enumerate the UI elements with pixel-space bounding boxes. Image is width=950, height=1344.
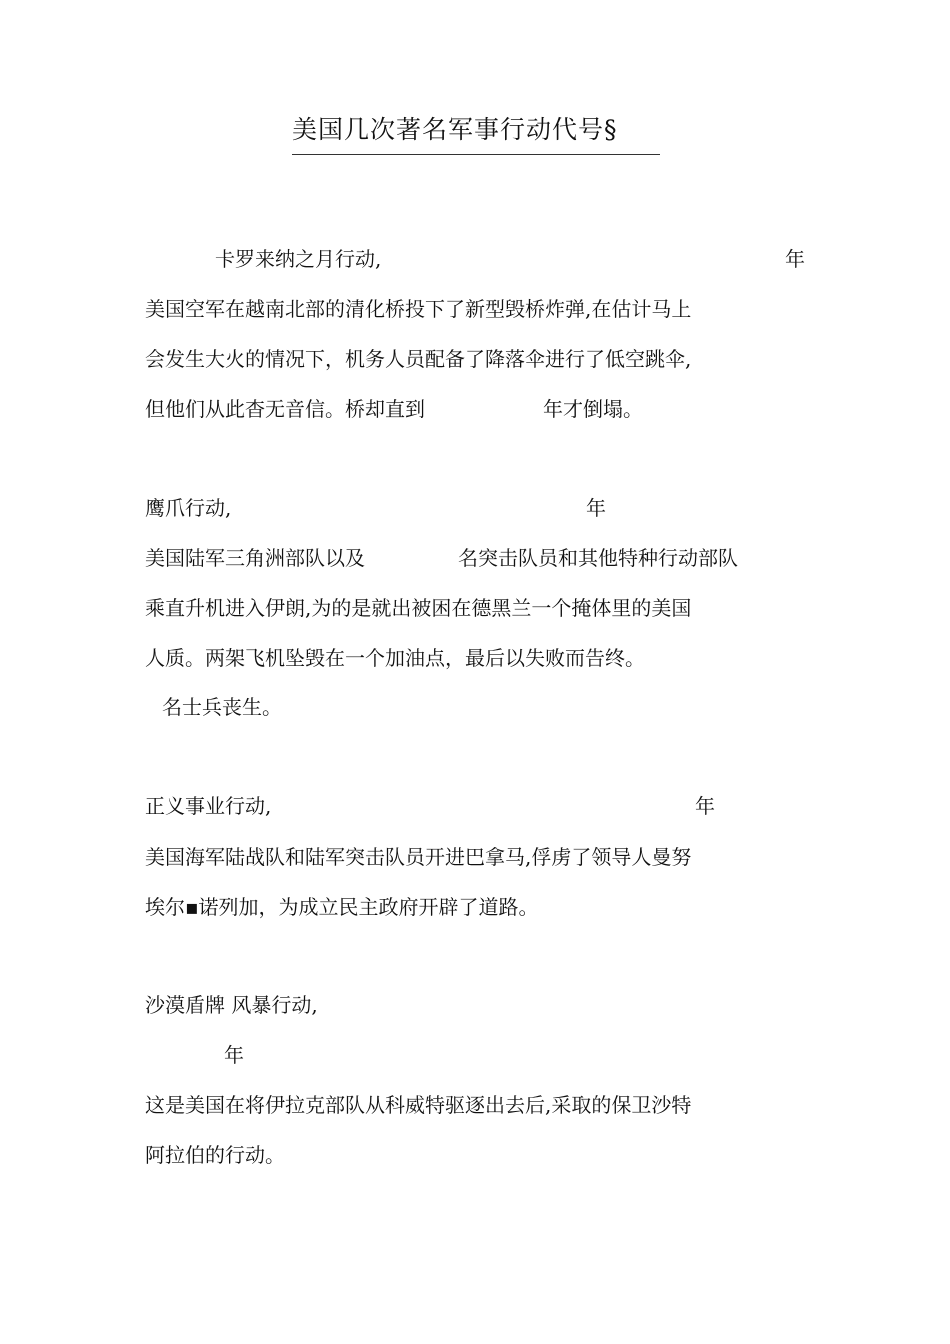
title-underline <box>292 154 660 155</box>
section-4-line-1: 这是美国在将伊拉克部队从科威特驱逐出去后,采取的保卫沙特 <box>145 1093 692 1117</box>
section-4-line-2: 阿拉伯的行动。 <box>145 1143 285 1167</box>
section-3-line-1: 美国海军陆战队和陆军突击队员开进巴拿马,俘虏了领导人曼努 <box>145 845 692 869</box>
section-3-line-2: 埃尔▪诺列加，为成立民主政府开辟了道路。 <box>145 895 539 919</box>
section-2-line-2: 乘直升机进入伊朗,为的是就出被困在德黑兰一个掩体里的美国 <box>145 596 692 620</box>
section-3-year: 年 <box>695 794 715 818</box>
section-1-line-2: 会发生大火的情况下，机务人员配备了降落伞进行了低空跳伞, <box>145 347 692 371</box>
section-1-line-1: 美国空军在越南北部的清化桥投下了新型毁桥炸弹,在估计马上 <box>145 297 692 321</box>
section-2-line-1a: 美国陆军三角洲部队以及 <box>145 546 365 570</box>
section-4-year: 年 <box>224 1043 244 1067</box>
section-2-line-1b: 名突击队员和其他特种行动部队 <box>458 546 738 570</box>
section-2-line-4: 名士兵丧生。 <box>162 695 282 719</box>
section-1-heading: 卡罗来纳之月行动, <box>215 247 382 271</box>
section-4-heading: 沙漠盾牌 风暴行动, <box>145 993 318 1017</box>
section-2-heading: 鹰爪行动, <box>145 496 232 520</box>
section-2-line-3: 人质。两架飞机坠毁在一个加油点，最后以失败而告终。 <box>145 646 645 670</box>
page-title: 美国几次著名军事行动代号§ <box>292 115 618 144</box>
section-3-heading: 正义事业行动, <box>145 794 272 818</box>
section-1-year: 年 <box>785 247 805 271</box>
section-1-line-3a: 但他们从此杳无音信。桥却直到 <box>145 397 425 421</box>
section-2-year: 年 <box>586 496 606 520</box>
section-1-line-3b: 年才倒塌。 <box>543 397 643 421</box>
